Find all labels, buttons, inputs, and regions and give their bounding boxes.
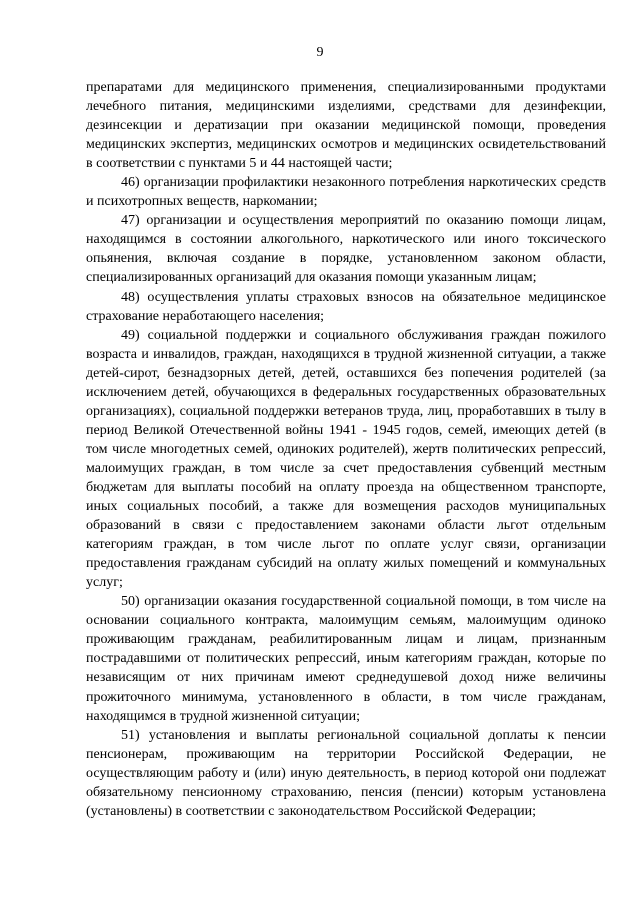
paragraph-item-50: 50) организации оказания государственной социальной помощи, в том числе на основании социального контракта, малоимущим семьям, малоимущим одиноко проживающим гражданам, реабилитированным лицам и лицам, признанным пострадавшими от политических репрессий, иным категориям граждан, которые по независящим от них причинам имеют среднедушевой доход ниже величины прожиточного минимума, установленного в области, в том числе гражданам, находящимся в трудной жизненной ситуации;	[86, 594, 606, 724]
paragraph-item-46: 46) организации профилактики незаконного потребления наркотических средств и психотропных веществ, наркомании;	[86, 175, 606, 210]
paragraph-item-47: 47) организации и осуществления мероприятий по оказанию помощи лицам, находящимся в состоянии алкогольного, наркотического или иного токсического опьянения, включая создание в порядке, установленном законом области, специализированных организаций для оказания помощи указанным лицам;	[86, 213, 606, 286]
page-number: 9	[316, 45, 324, 60]
paragraph-item-48: 48) осуществления уплаты страховых взносов на обязательное медицинское страхование неработающего населения;	[86, 289, 606, 324]
paragraph-continuation: препаратами для медицинского применения, специализированными продуктами лечебного питания, медицинскими изделиями, средствами для дезинфекции, дезинсекции и дератизации при оказании медицинской помощи, проведения медицинских экспертиз, медицинских осмотров и медицинских освидетельствований в соответствии с пунктами 5 и 44 настоящей части;	[86, 80, 606, 172]
document-body	[86, 78, 606, 821]
paragraph-item-49: 49) социальной поддержки и социального обслуживания граждан пожилого возраста и инвалидов, граждан, находящихся в трудной жизненной ситуации, а также детей-сирот, безнадзорных детей, детей, оставшихся без попечения родителей (за исключением детей, обучающихся в федеральных государственных образовательных организациях), социальной поддержки ветеранов труда, лиц, проработавших в тылу в период Великой Отечественной войны 1941 - 1945 годов, семей, имеющих детей (в том числе многодетных семей, одиноких родителей), жертв политических репрессий, малоимущих граждан, в том числе за счет предоставления субвенций местным бюджетам для выплаты пособий на оплату проезда на общественном транспорте, иных социальных пособий, а также для возмещения расходов муниципальных образований в связи с предоставлением законами области льгот отдельным категориям граждан, в том числе льгот по оплате услуг связи, организации предоставления гражданам субсидий на оплату жилых помещений и коммунальных услуг;	[86, 327, 606, 591]
paragraph-item-51: 51) установления и выплаты региональной социальной доплаты к пенсии пенсионерам, проживающим на территории Российской Федерации, не осуществляющим работу и (или) иную деятельность, в период которой они подлежат обязательному пенсионному страхованию, пенсия (пенсии) которым установлена (установлены) в соответствии с законодательством Российской Федерации;	[86, 727, 606, 819]
